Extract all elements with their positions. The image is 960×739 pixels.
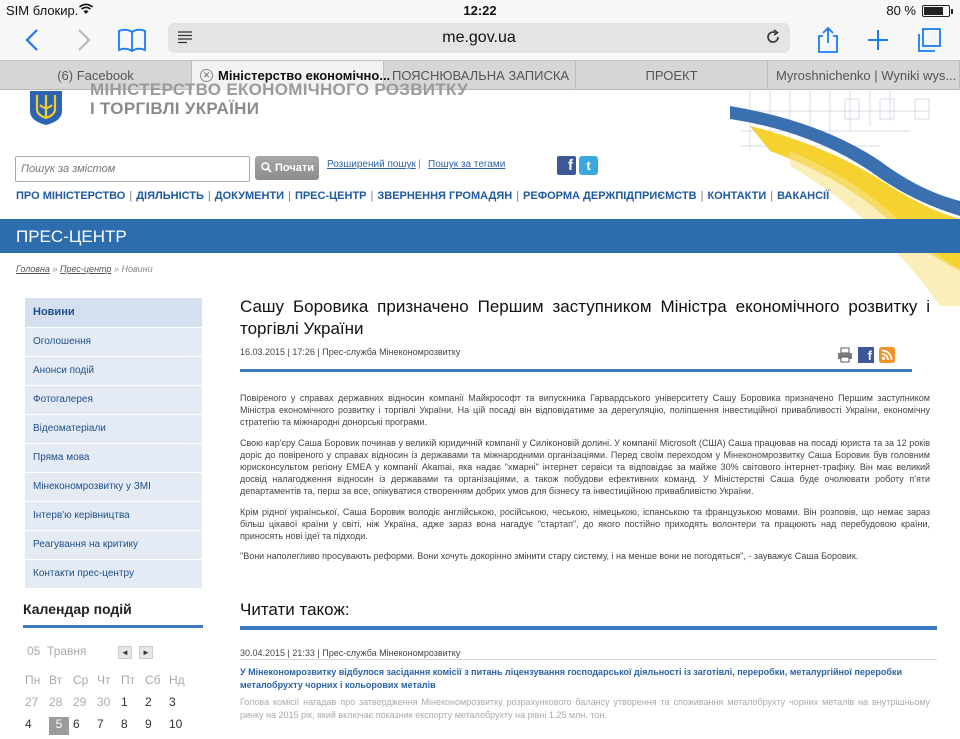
nav-contacts[interactable]: КОНТАКТИ — [707, 190, 767, 202]
forward-icon[interactable] — [68, 25, 98, 55]
calendar-day-cell[interactable]: 27 — [25, 695, 39, 709]
twitter-icon[interactable]: t — [579, 156, 598, 175]
battery-icon — [922, 5, 950, 17]
calendar-day-cell[interactable]: 28 — [49, 695, 63, 709]
calendar-day-cell[interactable]: 6 — [73, 717, 80, 731]
calendar-today-label: 5 — [49, 717, 69, 735]
tab-explanatory-note[interactable]: ПОЯСНЮВАЛЬНА ЗАПИСКА — [384, 61, 576, 90]
read-also-heading: Читати також: — [240, 600, 350, 619]
calendar-next-button[interactable]: ► — [139, 646, 153, 659]
search-button-label: Почати — [275, 162, 315, 174]
tag-search-link[interactable]: Пошук за тегами — [428, 159, 506, 170]
article-body — [240, 392, 930, 570]
url-text[interactable]: me.gov.ua — [442, 29, 516, 46]
article-paragraph: Крім рідної української, Саша Боровик володіє англійською, російською, чеською, німецькою, іспанською та французькою мовами. Він розповів, що немає зараз більш цікавої країни у світі, ніж Україна, адже зараз вона нагадує "стартап", до якого постійно приходять волонтери та працюють над перебудовою країни, приносять нові ідеї та підходи. — [240, 506, 930, 542]
tab-project[interactable]: ПРОЕКТ — [576, 61, 768, 90]
nav-vacancies[interactable]: ВАКАНСІЇ — [777, 190, 830, 202]
print-icon[interactable] — [837, 347, 853, 363]
ministry-title-line-1: МІНІСТЕРСТВО ЕКОНОМІЧНОГО РОЗВИТКУ — [90, 80, 468, 99]
calendar-day: 05 — [27, 644, 41, 658]
ministry-title-line-2: І ТОРГІВЛІ УКРАЇНИ — [90, 99, 260, 118]
calendar-day-cell[interactable]: 30 — [97, 695, 111, 709]
battery-level — [924, 7, 943, 15]
sidebar-menu — [25, 298, 202, 589]
article-divider — [240, 369, 912, 372]
nav-separator: | — [207, 190, 211, 202]
weekday-label: Пн — [25, 673, 41, 687]
calendar-week — [25, 717, 193, 739]
calendar-weekdays — [25, 673, 193, 695]
sidebar-item-event-previews[interactable]: Анонси подій — [25, 357, 202, 385]
rss-icon[interactable] — [879, 347, 895, 363]
breadcrumb-home[interactable]: Головна — [16, 264, 50, 274]
weekday-label: Чт — [97, 673, 111, 687]
tab-facebook[interactable]: (6) Facebook — [0, 61, 192, 90]
calendar-day-cell[interactable]: 7 — [97, 717, 104, 731]
search-icon — [261, 162, 272, 173]
article-meta: 16.03.2015 | 17:26 | Прес-служба Мінекономрозвитку — [240, 347, 461, 357]
article-title: Сашу Боровика призначено Першим заступником Міністра економічного розвитку і торгівлі України — [240, 297, 930, 338]
calendar-grid — [25, 673, 193, 739]
battery-percent: 80 % — [886, 3, 916, 18]
nav-soe-reform[interactable]: РЕФОРМА ДЕРЖПІДПРИЄМСТВ — [523, 190, 697, 202]
web-page — [0, 80, 960, 731]
article-paragraph: Свою кар'єру Саша Боровик починав у великій юридичній компанії у Силіконовій долині. У компанії Microsoft (США) Саша працював на посаді юриста та за 12 років доріс до повіреного у справах відносин із державами та міжнародними організаціями. Перед своїм переходом у Мінекономрозвитку Саша Боровик був головним юрисконсультом регіону EMEA у компанії Akamai, яка надає "хмарні" інтернет сервіси та відповідає за майже 30% світового інтернет-трафіку. Він має великий досвід налагодження відносин із державами та організаціями, а також побудови ефективних команд. У Міністерстві Саша буде очолювати роботу п'яти департаментів та, перш за все, опікуватися створенням добрих умов для бізнесу та інвестиційною привабливістю України. — [240, 437, 930, 497]
tab-myroshnichenko[interactable]: Myroshnichenko | Wyniki wys... — [768, 61, 960, 90]
breadcrumb-press-center[interactable]: Прес-центр — [59, 264, 112, 274]
search-input[interactable] — [15, 156, 250, 182]
close-tab-icon[interactable]: ✕ — [200, 69, 213, 82]
weekday-label: Вт — [49, 673, 63, 687]
weekday-label: Ср — [73, 673, 89, 687]
sidebar-item-criticism-response[interactable]: Реагування на критику — [25, 531, 202, 559]
calendar-prev-button[interactable]: ◄ — [118, 646, 132, 659]
breadcrumb — [16, 264, 153, 274]
share-facebook-icon[interactable]: f — [858, 347, 874, 363]
calendar-title: Календар подій — [23, 601, 132, 617]
breadcrumb-current: Новини — [121, 264, 153, 274]
tabs-overview-icon[interactable] — [914, 25, 944, 55]
calendar-day-cell[interactable]: 4 — [25, 717, 32, 731]
weekday-label: Сб — [145, 673, 161, 687]
nav-separator: | — [700, 190, 704, 202]
carrier-label: SIM блокир. — [6, 3, 79, 18]
search-button[interactable] — [255, 156, 319, 180]
advanced-search-link[interactable]: Розширений пошук — [327, 159, 416, 170]
sidebar-item-direct-speech[interactable]: Пряма мова — [25, 444, 202, 472]
sidebar-item-news[interactable]: Новини — [25, 298, 202, 327]
share-icon[interactable] — [813, 25, 843, 55]
address-bar[interactable] — [168, 23, 790, 53]
sidebar-item-in-media[interactable]: Мінекономрозвитку у ЗМІ — [25, 473, 202, 501]
calendar-date-label — [27, 644, 87, 658]
nav-citizen-appeals[interactable]: ЗВЕРНЕННЯ ГРОМАДЯН — [377, 190, 513, 202]
related-article-excerpt: Голова комісії нагадав про затвердження Мінекономрозвитку розрахункового балансу утворення та споживання металобрухту чорних металів на внутрішньому ринку на 2015 рік, який включає показник експорту металобрухту на рівні 1,25 млн. тон. — [240, 697, 930, 720]
nav-separator: | — [288, 190, 291, 202]
calendar-day-cell[interactable]: 3 — [169, 695, 176, 709]
sidebar-item-photo-gallery[interactable]: Фотогалерея — [25, 386, 202, 414]
sidebar-item-press-contacts[interactable]: Контакти прес-центру — [25, 560, 202, 588]
calendar-day-cell[interactable]: 29 — [73, 695, 87, 709]
back-icon[interactable] — [18, 25, 48, 55]
nav-separator: | — [370, 190, 374, 202]
bookmarks-icon[interactable] — [116, 25, 148, 55]
sidebar-item-video[interactable]: Відеоматеріали — [25, 415, 202, 443]
weekday-label: Нд — [169, 673, 185, 687]
breadcrumb-separator: » — [113, 264, 119, 274]
browser-toolbar — [0, 20, 960, 60]
calendar-day-cell[interactable]: 9 — [145, 717, 152, 731]
calendar-day-cell[interactable]: 10 — [169, 717, 183, 731]
article-paragraph: "Вони наполегливо просувають реформи. Вони хочуть докорінно змінити стару систему, і на менше вони не погодяться", - зауважує Саша Боровик. — [240, 551, 859, 562]
calendar-day-cell[interactable]: 8 — [121, 717, 128, 731]
status-bar — [0, 0, 960, 20]
reload-icon[interactable] — [764, 28, 782, 46]
related-article-meta: 30.04.2015 | 21:33 | Прес-служба Мінекономрозвитку — [240, 648, 461, 658]
nav-separator: | — [129, 190, 133, 202]
breadcrumb-separator: » — [52, 264, 58, 274]
facebook-icon[interactable]: f — [557, 156, 576, 175]
nav-separator: | — [516, 190, 520, 202]
calendar-week — [25, 695, 193, 717]
new-tab-icon[interactable] — [863, 25, 893, 55]
sidebar-item-announcements[interactable]: Оголошення — [25, 328, 202, 356]
tab-ministry-label: Міністерство економічно... — [218, 68, 391, 83]
sidebar-item-interviews[interactable]: Інтерв'ю керівництва — [25, 502, 202, 530]
trident-emblem-icon — [26, 91, 66, 125]
calendar-day-today[interactable] — [49, 717, 73, 739]
calendar-day-cell[interactable]: 1 — [121, 695, 128, 709]
calendar-divider — [23, 625, 203, 628]
nav-press-center[interactable]: ПРЕС-ЦЕНТР — [294, 190, 367, 202]
section-header-bar — [0, 219, 960, 253]
nav-documents[interactable]: ДОКУМЕНТИ — [214, 190, 285, 202]
read-also-divider — [240, 626, 937, 630]
article-paragraph: Повіреного у справах державних відносин компанії Майкрософт та випускника Гарвардського університету Сашу Боровика призначено Першим заступником Міністра економічного розвитку і торгівлі України. На цій посаді він відповідатиме за дерегуляцію, поліпшення інвестиційної привабливості України, економічну стратегію та міжнародні донорські програми. — [240, 393, 930, 428]
weekday-label: Пт — [121, 673, 136, 687]
related-article-divider — [240, 659, 937, 660]
search-links-separator: | — [418, 159, 421, 170]
nav-separator: | — [770, 190, 774, 202]
nav-about[interactable]: ПРО МІНІСТЕРСТВО — [16, 190, 126, 202]
calendar-month: Травня — [47, 644, 87, 658]
related-article-link[interactable]: У Мінекономрозвитку відбулося засідання комісії з питань ліцензування господарської діяльності із заготівлі, переробки, металургійної переробки металобрухту чорних і кольорових металів — [240, 667, 903, 690]
clock: 12:22 — [463, 3, 497, 18]
main-navigation — [16, 190, 829, 202]
nav-activity[interactable]: ДІЯЛЬНІСТЬ — [136, 190, 204, 202]
calendar-day-cell[interactable]: 2 — [145, 695, 152, 709]
section-title: ПРЕС-ЦЕНТР — [16, 227, 127, 246]
